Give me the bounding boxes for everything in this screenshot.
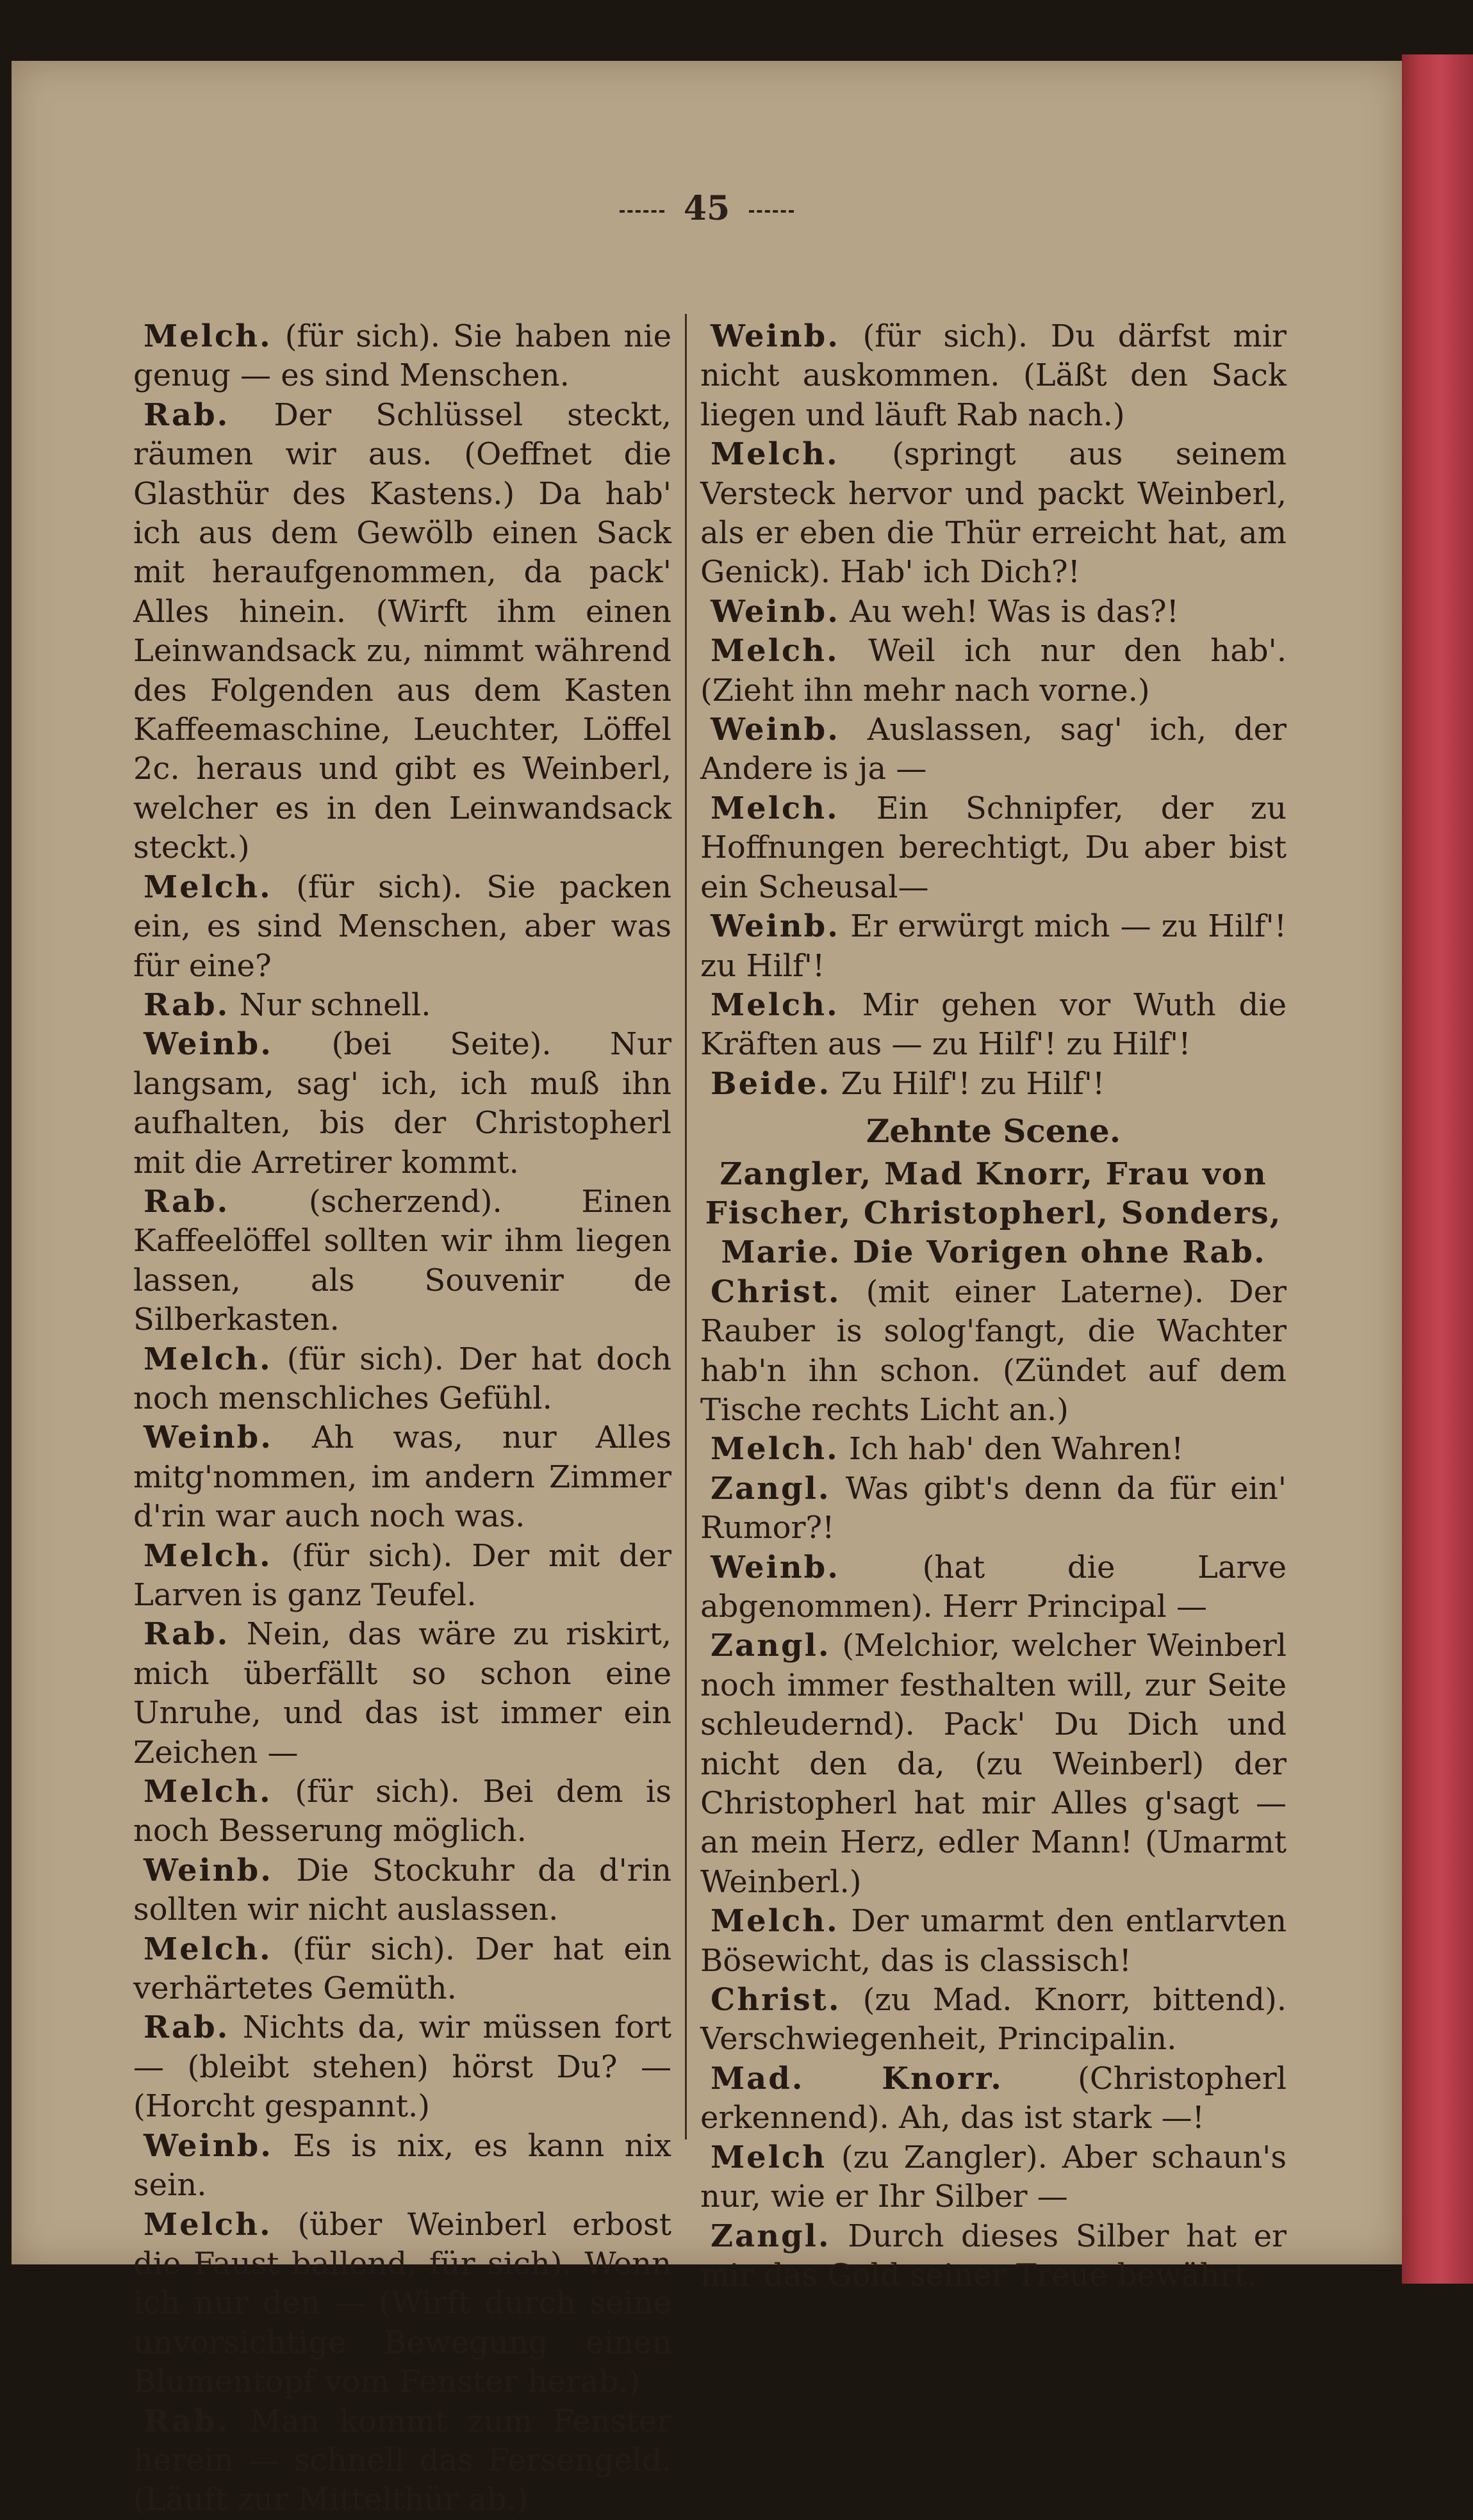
dialogue-text: Auslassen, sag' ich, der Andere is ja — — [700, 712, 1287, 787]
dialogue-line — [700, 317, 1287, 435]
dialogue-line — [700, 632, 1287, 710]
dialogue-line — [133, 1772, 671, 1851]
dialogue-line — [133, 868, 671, 986]
dialogue-text: Au weh! Was is das?! — [839, 593, 1179, 630]
speaker-name: Beide. — [711, 1065, 832, 1102]
speaker-name: Melch. — [711, 436, 839, 473]
dialogue-text: Ein Schnipfer, der zu Hoffnungen berechtigt, Du aber bist ein Scheusal— — [700, 790, 1287, 905]
book-spine-edge — [1402, 54, 1473, 2284]
dialogue-text: Er erwürgt mich — zu Hilf'! zu Hilf'! — [700, 908, 1287, 984]
speaker-name: Melch. — [144, 1774, 272, 1810]
scene-heading: Zehnte Scene. — [866, 1112, 1121, 1150]
dialogue-line — [700, 1902, 1287, 1981]
speaker-name: Mad. Knorr. — [711, 2060, 1003, 2097]
column-divider — [685, 314, 687, 2140]
dialogue-line — [133, 986, 671, 1025]
dialogue-text: (zu Mad. Knorr, bittend). Verschwiegenheit, Principalin. — [700, 1982, 1287, 2058]
speaker-name: Rab. — [144, 397, 230, 433]
speaker-name: Melch. — [711, 790, 839, 826]
dialogue-line — [700, 1273, 1287, 1430]
dialogue-text: (bei Seite). Nur langsam, sag' ich, ich muß ihn aufhalten, bis der Christopherl mit die Arretirer kommt. — [133, 1026, 671, 1181]
dialogue-text: Es is nix, es kann nix sein. — [133, 2127, 671, 2204]
speaker-name: Weinb. — [711, 712, 840, 748]
speaker-name: Rab. — [144, 986, 230, 1023]
speaker-name: Rab. — [144, 1616, 230, 1653]
dialogue-line — [700, 2217, 1287, 2296]
dialogue-text: Durch dieses Silber hat er mir das Gold seiner Treue bewährt. — [700, 2218, 1287, 2293]
speaker-name: Rab. — [144, 1183, 230, 1220]
speaker-name: Weinb. — [144, 1852, 273, 1888]
dialogue-text: Nur schnell. — [229, 986, 431, 1023]
dialogue-text: (zu Zangler). Aber schaun's nur, wie er Ihr Silber — — [700, 2139, 1287, 2215]
right-column — [700, 317, 1287, 2295]
dialogue-line — [133, 2008, 671, 2126]
dialogue-line — [700, 1548, 1287, 1627]
dialogue-text: Mir gehen vor Wuth die Kräften aus — zu Hilf'! zu Hilf'! — [700, 986, 1287, 1063]
dialogue-line — [700, 986, 1287, 1065]
speaker-name: Weinb. — [711, 1549, 840, 1585]
dialogue-text: (Christopherl erkennend). Ah, das ist stark —! — [700, 2060, 1287, 2136]
dialogue-text: (scherzend). Einen Kaffeelöffel sollten wir ihm liegen lassen, als Souvenir de Silberkasten. — [133, 1183, 671, 1338]
ornament-dash-right — [749, 210, 794, 213]
dialogue-text: Ah was, nur Alles mitg'nommen, im andern Zimmer d'rin war auch noch was. — [133, 1420, 671, 1535]
dialogue-line — [700, 435, 1287, 593]
book-page — [12, 61, 1402, 2518]
speaker-name: Melch. — [144, 1341, 272, 1377]
speaker-name: Christ. — [711, 1982, 841, 2018]
speaker-name: Zangl. — [711, 1628, 831, 1664]
speaker-name: Melch. — [144, 869, 272, 905]
page-number — [12, 189, 1402, 228]
speaker-name: Rab. — [144, 2403, 230, 2439]
dialogue-line — [700, 1626, 1287, 1902]
dialogue-text: (springt aus seinem Versteck hervor und packt Weinberl, als er eben die Thür erreicht hat, am Genick). Hab' ich Dich?! — [700, 436, 1287, 591]
speaker-name: Melch. — [144, 1931, 272, 1967]
speaker-name: Weinb. — [711, 318, 840, 354]
speaker-name: Weinb. — [144, 1026, 273, 1063]
dialogue-text: Zu Hilf'! zu Hilf'! — [831, 1065, 1105, 1102]
left-column — [133, 317, 671, 2520]
dialogue-line — [133, 2402, 671, 2520]
speaker-name: Melch. — [711, 633, 839, 669]
dialogue-line — [700, 2059, 1287, 2138]
dialogue-line — [700, 710, 1287, 789]
dialogue-text: Ich hab' den Wahren! — [839, 1431, 1184, 1468]
dialogue-text: (für sich). Der hat doch noch menschliches Gefühl. — [133, 1341, 671, 1416]
dialogue-line — [133, 317, 671, 396]
dialogue-text: (mit einer Laterne). Der Rauber is solog'fangt, die Wachter hab'n ihn schon. (Zündet auf dem Tische rechts Licht an.) — [700, 1273, 1287, 1428]
dialogue-line — [133, 1537, 671, 1616]
dialogue-line — [133, 2205, 671, 2402]
dialogue-text: (für sich). Sie packen ein, es sind Menschen, aber was für eine? — [133, 869, 671, 984]
speaker-name: Melch. — [144, 318, 272, 354]
speaker-name: Weinb. — [711, 908, 840, 945]
ornament-dash-left — [620, 210, 664, 213]
dialogue-text: (für sich). Sie haben nie genug — es sind Menschen. — [133, 318, 671, 394]
dialogue-line — [700, 1981, 1287, 2059]
page-number-text: 45 — [683, 189, 730, 228]
dialogue-line — [700, 1065, 1287, 1104]
dialogue-line — [133, 2127, 671, 2205]
dialogue-text: Der Schlüssel steckt, räumen wir aus. (Oeffnet die Glasthür des Kastens.) Da hab' ich aus dem Gewölb einen Sack mit heraufgenommen, da pack' Alles hinein. (Wirft ihm einen Leinwandsack zu, nimmt während des Folgenden aus dem Kasten Kaffeemaschine, Leuchter, Löffel 2c. heraus und gibt es Weinberl, welcher es in den Leinwandsack steckt.) — [133, 397, 671, 866]
dialogue-line — [133, 1025, 671, 1182]
speaker-name: Weinb. — [144, 2127, 273, 2164]
dialogue-text: (Melchior, welcher Weinberl noch immer festhalten will, zur Seite schleudernd). Pack' Du Dich und nicht den da, (zu Weinberl) der Christopherl hat mir Alles g'sagt — an mein Herz, edler Mann! (Umarmt Weinberl.) — [700, 1628, 1287, 1900]
speaker-name: Melch. — [144, 2206, 272, 2243]
speaker-name: Zangl. — [711, 1470, 831, 1507]
dialogue-text: Die Stockuhr da d'rin sollten wir nicht auslassen. — [133, 1852, 671, 1928]
dialogue-line — [700, 1469, 1287, 1548]
dialogue-line — [133, 1418, 671, 1536]
dialogue-line — [133, 1615, 671, 1772]
dialogue-line — [133, 1930, 671, 2009]
dialogue-text: (über Weinberl erbost die Faust ballend, für sich). Wenn ich nur den — (Wirft durch seine unvorsichtige Bewegung einen Blumentopf vom Fenster herab.) — [133, 2206, 671, 2400]
speaker-name: Weinb. — [711, 593, 840, 630]
speaker-name: Melch. — [711, 1903, 839, 1940]
speaker-name: Melch. — [144, 1537, 272, 1574]
dialogue-text: Der umarmt den entlarvten Bösewicht, das is classisch! — [700, 1903, 1287, 1979]
dialogue-text: (hat die Larve abgenommen). Herr Principal — — [700, 1549, 1287, 1624]
dialogue-text: Man kommt zum Fenster herein — schnell das Fersengeld. (Läuft zur Mittelthür ab.) — [133, 2403, 671, 2518]
dialogue-line — [133, 1340, 671, 1419]
dialogue-text: (für sich). Bei dem is noch Besserung möglich. — [133, 1774, 671, 1849]
speaker-name: Christ. — [711, 1273, 841, 1310]
dialogue-line — [700, 1430, 1287, 1469]
dialogue-text: (für sich). Du därfst mir nicht auskommen. (Läßt den Sack liegen und läuft Rab nach.) — [700, 318, 1287, 433]
dialogue-line — [133, 396, 671, 868]
speaker-name: Rab. — [144, 2009, 230, 2046]
speaker-name: Melch. — [711, 986, 839, 1023]
dialogue-line — [133, 1851, 671, 1930]
speaker-name: Weinb. — [144, 1420, 273, 1456]
speaker-name: Melch. — [711, 1431, 839, 1468]
dialogue-line — [700, 593, 1287, 632]
dialogue-text: Nichts da, wir müssen fort — (bleibt stehen) hörst Du? — (Horcht gespannt.) — [133, 2009, 671, 2125]
dialogue-line — [700, 907, 1287, 986]
dialogue-text: Weil ich nur den hab'. (Zieht ihn mehr nach vorne.) — [700, 633, 1287, 708]
dialogue-line — [133, 1182, 671, 1340]
dialogue-text: Nein, das wäre zu riskirt, mich überfällt so schon eine Unruhe, und das ist immer ein Zeichen — — [133, 1616, 671, 1771]
cast-list: Zangler, Mad Knorr, Frau von Fischer, Christopherl, Sonders, Marie. Die Vorigen ohne Rab. — [705, 1156, 1282, 1271]
dialogue-text: (für sich). Der hat ein verhärtetes Gemüth. — [133, 1931, 671, 2007]
dialogue-text: Was gibt's denn da für ein' Rumor?! — [700, 1470, 1287, 1546]
speaker-name: Melch — [711, 2139, 827, 2175]
dialogue-line — [700, 2138, 1287, 2217]
dialogue-line — [700, 789, 1287, 907]
dialogue-text: (für sich). Der mit der Larven is ganz Teufel. — [133, 1537, 671, 1613]
speaker-name: Zangl. — [711, 2218, 831, 2254]
